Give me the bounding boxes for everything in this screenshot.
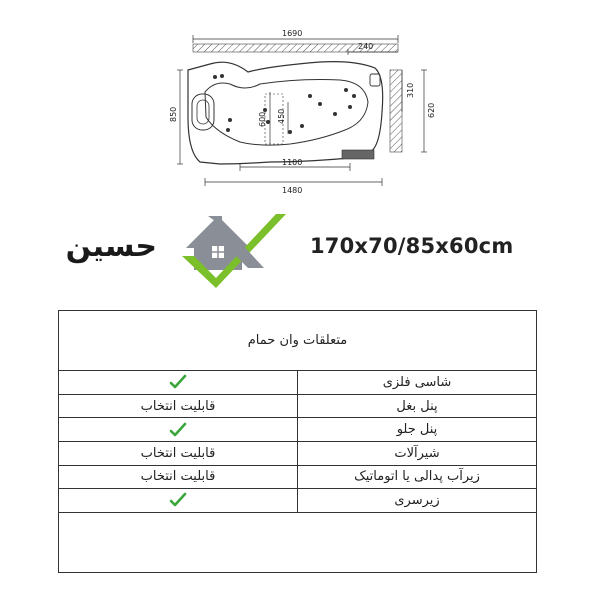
brand-text: حسین xyxy=(65,229,157,264)
table-row xyxy=(59,371,537,395)
row-value-5 xyxy=(59,489,298,513)
row-name-2: پنل جلو xyxy=(298,418,537,442)
row-name-4: زیرآب پدالی یا اتوماتیک xyxy=(298,465,537,489)
row-name-0: شاسی فلزی xyxy=(298,371,537,395)
drain-box xyxy=(342,150,374,159)
house-check-logo xyxy=(178,210,288,290)
dim-1690: 1690 xyxy=(282,29,303,38)
product-size: 170x70/85x60cm xyxy=(310,234,514,258)
row-name-1: پنل بغل xyxy=(298,394,537,418)
brand-calligraphy xyxy=(52,226,162,266)
check-mark-icon xyxy=(169,374,187,390)
table-row xyxy=(59,394,537,418)
wall-hatch-right xyxy=(390,70,402,152)
row-name-3: شیرآلات xyxy=(298,441,537,465)
dim-620: 620 xyxy=(427,102,436,118)
dim-450: 450 xyxy=(277,108,286,124)
row-value-3: قابلیت انتخاب xyxy=(59,441,298,465)
row-value-1: قابلیت انتخاب xyxy=(59,394,298,418)
check-mark-icon xyxy=(169,422,187,438)
row-value-2 xyxy=(59,418,298,442)
table-footer-blank xyxy=(59,512,537,572)
accessories-table xyxy=(58,310,537,573)
table-row xyxy=(59,489,537,513)
dim-600: 600 xyxy=(258,111,267,127)
bathtub-technical-drawing xyxy=(170,22,450,197)
row-name-5: زیرسری xyxy=(298,489,537,513)
table-row xyxy=(59,441,537,465)
dim-240: 240 xyxy=(358,42,374,51)
table-title: متعلقات وان حمام xyxy=(59,311,537,371)
row-value-0 xyxy=(59,371,298,395)
dim-1480: 1480 xyxy=(282,186,303,195)
tub-jets xyxy=(213,74,356,134)
dim-310: 310 xyxy=(406,82,415,98)
table-row xyxy=(59,418,537,442)
dim-850: 850 xyxy=(169,106,178,122)
check-mark-icon xyxy=(169,492,187,508)
headrest xyxy=(192,94,214,130)
tub-basin xyxy=(205,80,368,146)
dim-1100: 1100 xyxy=(282,158,303,167)
row-value-4: قابلیت انتخاب xyxy=(59,465,298,489)
table-row xyxy=(59,465,537,489)
